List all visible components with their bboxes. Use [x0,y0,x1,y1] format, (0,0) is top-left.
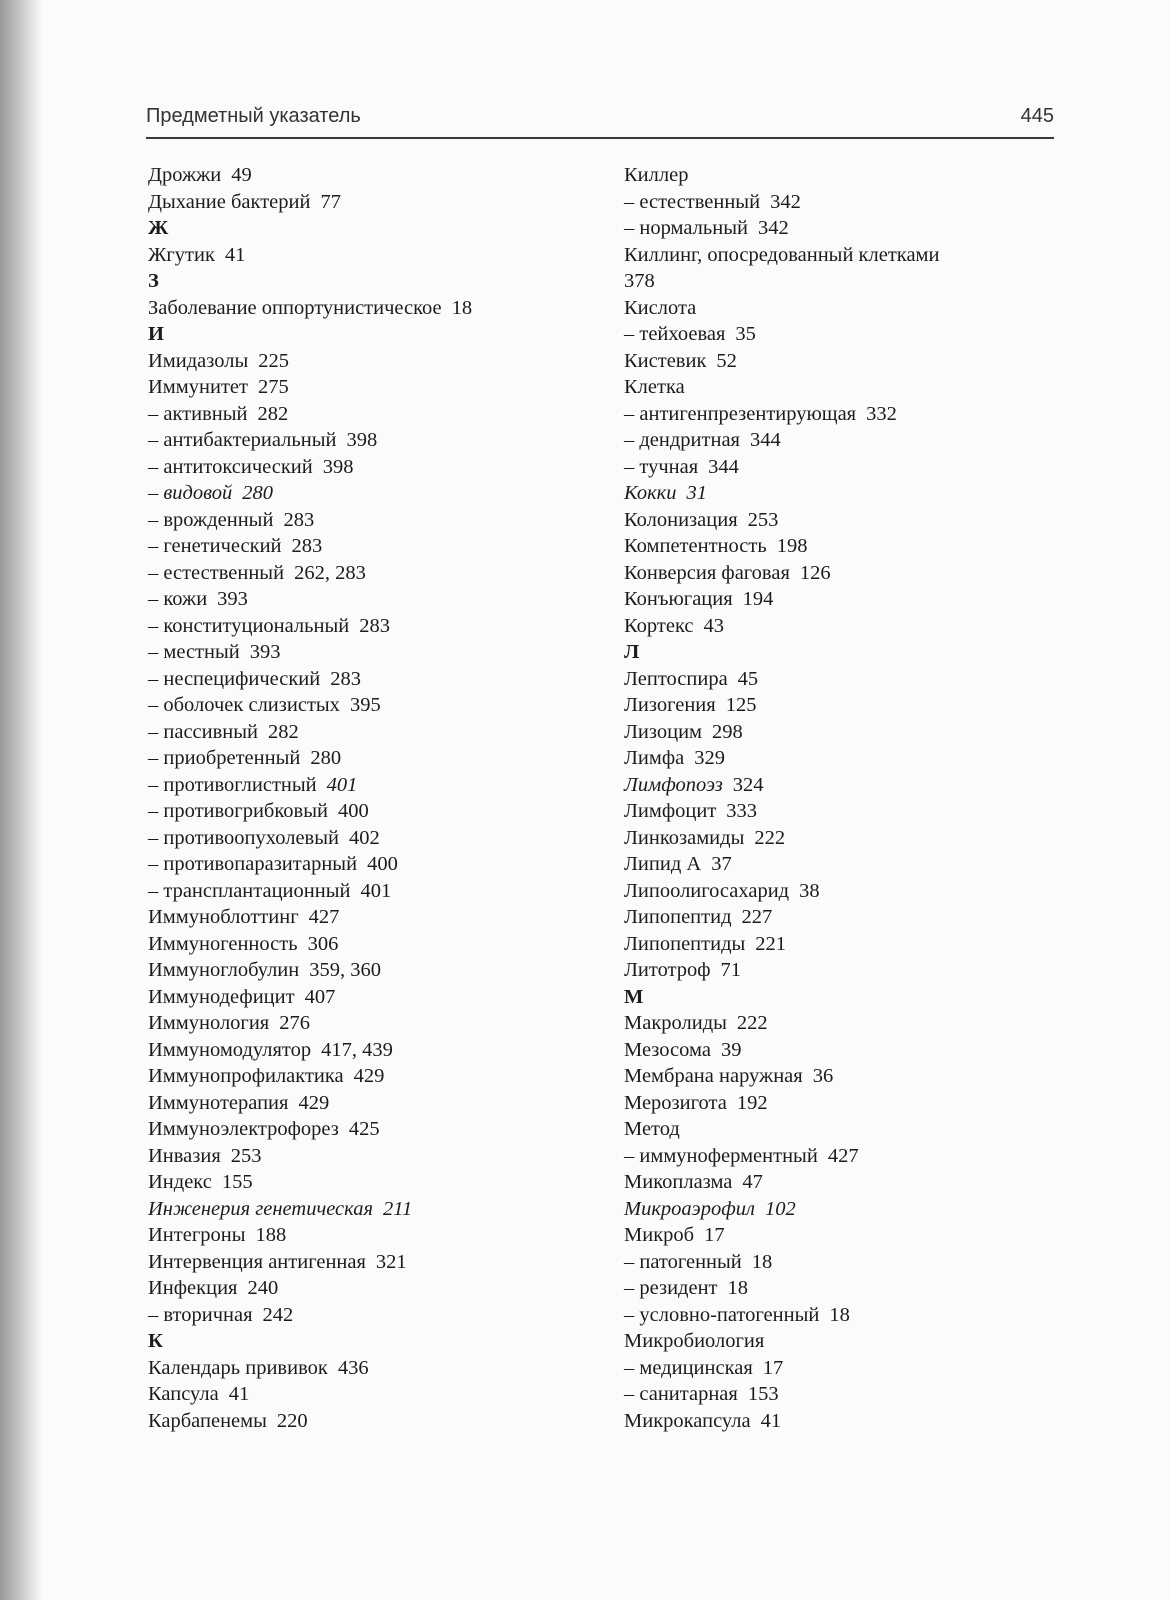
index-entry [148,692,588,719]
index-page-ref: 344 [749,429,781,451]
index-term: Макролиды [624,1012,727,1034]
index-entry [624,268,1064,295]
index-entry [624,321,1064,348]
index-term: 378 [624,270,655,292]
index-term: Кортекс [624,614,694,637]
index-term: Иммунотерапия [148,1091,289,1114]
index-term: Инфекция [148,1277,238,1299]
index-term: Лизоцим [624,720,703,743]
index-entry [624,1090,1064,1117]
index-page-ref: 283 [330,667,361,690]
index-page-ref: 240 [247,1277,279,1299]
index-page-ref: 401 [326,773,358,796]
index-entry [624,613,1064,640]
index-term: Капсула [148,1383,219,1405]
index-entry [148,984,588,1011]
index-entry [148,1408,588,1435]
index-term: Карбапенемы [148,1409,267,1432]
index-page-ref: 222 [754,826,786,849]
index-term: К [148,1330,163,1352]
index-term: Клетка [624,376,685,398]
index-letter-heading [624,984,1064,1011]
running-title: Предметный указатель [146,105,361,127]
index-term: – антитоксический [148,455,313,478]
index-page-ref: 198 [776,535,808,557]
index-entry [148,374,588,401]
index-page-ref: 18 [751,1250,773,1273]
index-entry [148,1222,588,1249]
index-entry [624,1169,1064,1196]
index-letter-heading [148,268,588,295]
index-entry [624,454,1064,481]
index-entry [148,1090,588,1117]
index-term: Кокки [624,482,677,504]
index-term: – резидент [624,1277,718,1299]
index-page-ref: 220 [276,1409,308,1432]
index-term: Календарь прививок [148,1356,328,1379]
index-page-ref: 429 [353,1065,385,1087]
index-page-ref: 38 [799,879,820,902]
index-term: – естественный [624,190,761,213]
index-page-ref: 276 [279,1012,310,1034]
index-entry [624,1328,1064,1355]
index-term: Интервенция антигенная [148,1250,366,1273]
index-entry [148,560,588,587]
index-page-ref: 275 [257,376,289,398]
index-entry [148,825,588,852]
index-term: Ж [148,217,169,239]
index-entry [624,1302,1064,1329]
index-entry [624,560,1064,587]
index-entry [624,1408,1064,1435]
index-page-ref: 31 [686,482,708,504]
index-page-ref: 41 [760,1409,782,1432]
index-term: Иммунитет [148,376,248,398]
index-page-ref: 359, 360 [309,959,381,981]
index-entry [624,957,1064,984]
index-entry [624,1116,1064,1143]
index-entry [148,427,588,454]
index-page-ref: 282 [257,402,289,425]
index-term: Жгутик [148,243,215,266]
index-entry [148,904,588,931]
index-term: Индекс [148,1171,212,1193]
index-entry [148,189,588,216]
index-page-ref: 332 [866,402,897,425]
index-page-ref: 77 [320,190,341,213]
index-page-ref: 253 [747,508,779,531]
index-page-ref: 71 [720,959,742,981]
index-page-ref: 18 [829,1303,850,1326]
index-entry [624,507,1064,534]
index-page-ref: 342 [757,217,789,239]
index-entry [148,1116,588,1143]
index-page-ref: 126 [799,561,831,584]
index-term: Микроб [624,1224,695,1246]
index-term: И [148,323,164,345]
index-entry [148,1143,588,1170]
index-term: – вторичная [148,1303,253,1326]
index-page-ref: 242 [262,1303,294,1326]
index-page-ref: 39 [720,1038,742,1061]
index-letter-heading [624,639,1064,666]
index-term: Микрокапсула [624,1409,751,1432]
index-term: Кислота [624,296,697,319]
index-page-ref: 153 [747,1383,779,1405]
index-page-ref: 329 [694,747,725,769]
index-term: Мембрана наружная [624,1065,803,1087]
index-page-ref: 17 [704,1224,725,1246]
index-term: – условно-патогенный [624,1303,820,1326]
index-page-ref: 194 [742,588,774,610]
index-page-ref: 402 [348,826,380,849]
index-entry [148,480,588,507]
index-page-ref: 342 [770,190,801,213]
index-term: Дыхание бактерий [148,190,311,213]
index-term: Киллер [624,164,689,186]
index-term: Иммуноблоттинг [148,906,299,928]
index-term: – врожденный [148,508,274,531]
index-entry [624,1010,1064,1037]
index-entry [624,1143,1064,1170]
index-entry [148,957,588,984]
index-entry [148,1249,588,1276]
index-term: – антигенпрезентирующая [624,402,857,425]
index-page-ref: 49 [231,164,252,186]
index-page-ref: 43 [703,614,724,637]
index-term: М [624,985,644,1008]
index-entry [624,825,1064,852]
index-page-ref: 192 [736,1091,768,1114]
index-term: Иммунология [148,1012,270,1034]
index-entry [624,1249,1064,1276]
page-header [146,103,1054,139]
index-term: – патогенный [624,1250,742,1273]
index-term: – нормальный [624,217,748,239]
index-entry [624,189,1064,216]
index-term: Микробиология [624,1330,765,1352]
index-term: Иммунодефицит [148,985,295,1008]
index-entry [148,454,588,481]
index-page-ref: 225 [258,349,289,372]
index-term: Инвазия [148,1144,221,1167]
index-page-ref: 436 [337,1356,369,1379]
index-column-right [624,162,1064,1434]
index-page-ref: 306 [307,932,339,955]
index-page-ref: 400 [367,853,398,875]
index-letter-heading [148,215,588,242]
index-entry [624,427,1064,454]
index-page-ref: 282 [268,720,299,743]
index-entry [624,374,1064,401]
index-entry [148,878,588,905]
index-page-ref: 324 [732,773,764,796]
index-term: Мезосома [624,1038,711,1061]
index-term: Конверсия фаговая [624,561,790,584]
index-term: – конституциональный [148,614,350,637]
index-entry [624,878,1064,905]
index-term: – неспецифический [148,667,321,690]
index-entry [148,242,588,269]
index-page-ref: 227 [741,906,773,928]
index-page-ref: 333 [726,800,758,822]
index-term: Мерозигота [624,1091,727,1114]
index-entry [624,1222,1064,1249]
index-term: – кожи [148,588,208,610]
index-entry [624,215,1064,242]
index-page-ref: 45 [737,667,759,690]
index-page-ref: 400 [337,800,369,822]
index-page-ref: 417, 439 [321,1038,393,1061]
index-entry [148,851,588,878]
index-term: Инженерия генетическая [148,1197,374,1220]
index-term: Липопептид [624,906,732,928]
index-entry [148,1355,588,1382]
index-page-ref: 280 [242,482,274,504]
index-entry [624,904,1064,931]
index-term: Киллинг, опосредованный клетками [624,243,940,266]
index-entry [148,586,588,613]
index-entry [148,348,588,375]
index-page-ref: 188 [255,1224,287,1246]
index-page-ref: 155 [221,1171,253,1193]
index-page-ref: 221 [755,932,787,955]
index-entry [148,507,588,534]
index-entry [624,851,1064,878]
index-term: Микоплазма [624,1171,733,1193]
index-term: – тейхоевая [624,323,726,345]
index-term: Лизогения [624,694,716,716]
index-entry [148,772,588,799]
index-entry [624,242,1064,269]
index-term: Интегроны [148,1224,246,1246]
index-term: – активный [148,402,248,425]
page-number: 445 [1020,105,1054,127]
index-entry [624,401,1064,428]
index-page-ref: 393 [249,641,281,663]
index-term: Имидазолы [148,349,249,372]
index-page-ref: 36 [812,1065,834,1087]
index-entry [624,666,1064,693]
index-page-ref: 280 [310,747,342,769]
index-term: – трансплантационный [148,879,351,902]
index-term: Иммуноглобулин [148,959,300,981]
index-term: – пассивный [148,720,259,743]
index-letter-heading [148,1328,588,1355]
index-page-ref: 427 [827,1144,859,1167]
index-entry [148,666,588,693]
index-page-ref: 344 [708,455,739,478]
index-page-ref: 102 [764,1197,796,1220]
index-entry [624,1196,1064,1223]
index-entry [148,798,588,825]
index-page-ref: 35 [735,323,756,345]
index-page-ref: 262, 283 [294,561,366,584]
index-term: – противоопухолевый [148,826,339,849]
index-page-ref: 125 [725,694,757,716]
index-term: – оболочек слизистых [148,694,340,716]
index-page-ref: 283 [283,508,315,531]
index-term: Липид А [624,853,702,875]
index-term: Колонизация [624,508,738,531]
index-term: – санитарная [624,1383,738,1405]
index-entry [624,1037,1064,1064]
index-entry [624,1275,1064,1302]
index-term: Литотроф [624,959,711,981]
index-page-ref: 427 [308,906,340,928]
index-entry [148,1381,588,1408]
index-page-ref: 321 [375,1250,407,1273]
index-term: Кистевик [624,349,707,372]
index-entry [148,1275,588,1302]
index-entry [624,295,1064,322]
index-page-ref: 407 [304,985,336,1008]
index-entry [148,162,588,189]
index-term: Липопептиды [624,932,746,955]
index-page-ref: 298 [712,720,743,743]
index-entry [624,1063,1064,1090]
index-page-ref: 17 [762,1356,784,1379]
index-entry [624,931,1064,958]
index-page-ref: 52 [716,349,737,372]
index-term: Иммунопрофилактика [148,1065,344,1087]
index-term: Л [624,641,640,663]
index-term: – медицинская [624,1356,753,1379]
index-page-ref: 211 [383,1197,413,1220]
index-page-ref: 18 [727,1277,749,1299]
index-entry [148,745,588,772]
index-term: Микроаэрофил [624,1197,755,1220]
index-term: Лимфопоэз [624,773,723,796]
index-entry [148,1010,588,1037]
index-entry [624,586,1064,613]
book-spine-shadow [0,0,42,1600]
index-term: – антибактериальный [148,429,337,451]
index-entry [148,613,588,640]
index-entry [624,348,1064,375]
index-entry [148,639,588,666]
index-term: Лимфа [624,747,685,769]
index-term: Иммуногенность [148,932,298,955]
index-page-ref: 395 [349,694,381,716]
index-page-ref: 222 [736,1012,768,1034]
index-page-ref: 398 [322,455,354,478]
index-entry [624,162,1064,189]
index-term: Конъюгация [624,588,733,610]
index-page-ref: 18 [451,296,473,319]
index-term: – противопаразитарный [148,853,358,875]
index-term: Компетентность [624,535,767,557]
index-entry [148,533,588,560]
index-entry [624,798,1064,825]
index-page-ref: 253 [230,1144,262,1167]
index-term: Метод [624,1118,680,1140]
index-entry [148,295,588,322]
index-term: – приобретенный [148,747,301,769]
index-term: – генетический [148,535,282,557]
index-term: Иммуномодулятор [148,1038,312,1061]
index-term: – естественный [148,561,285,584]
index-entry [148,1196,588,1223]
index-term: Лимфоцит [624,800,717,822]
index-page-ref: 401 [360,879,392,902]
index-page-ref: 37 [711,853,732,875]
index-term: – местный [148,641,240,663]
index-page-ref: 47 [742,1171,763,1193]
index-entry [148,401,588,428]
index-letter-heading [148,321,588,348]
index-page-ref: 41 [224,243,246,266]
index-term: – дендритная [624,429,740,451]
index-entry [148,1302,588,1329]
index-entry [624,772,1064,799]
index-entry [148,719,588,746]
index-entry [624,1355,1064,1382]
index-page-ref: 398 [346,429,378,451]
index-page-ref: 425 [348,1118,380,1140]
index-entry [624,692,1064,719]
index-entry [624,719,1064,746]
index-term: – иммуноферментный [624,1144,818,1167]
index-page-ref: 283 [359,614,390,637]
index-entry [624,533,1064,560]
index-page-ref: 429 [298,1091,330,1114]
index-term: Заболевание оппортунистическое [148,296,442,319]
index-term: Липоолигосахарид [624,879,790,902]
index-entry [148,1063,588,1090]
index-entry [148,931,588,958]
index-term: – противогрибковый [148,800,328,822]
index-entry [148,1037,588,1064]
index-term: – видовой [148,482,233,504]
index-term: З [148,270,159,292]
index-entry [148,1169,588,1196]
index-term: Лептоспира [624,667,728,690]
index-term: Дрожжи [148,164,222,186]
index-entry [624,1381,1064,1408]
index-term: Иммуноэлектрофорез [148,1118,339,1140]
index-page-ref: 41 [228,1383,250,1405]
index-page-ref: 283 [291,535,323,557]
index-column-left [148,162,588,1434]
index-entry [624,745,1064,772]
index-term: – противоглистный [148,773,317,796]
index-entry [624,480,1064,507]
index-term: – тучная [624,455,699,478]
index-page-ref: 393 [217,588,248,610]
index-term: Линкозамиды [624,826,745,849]
